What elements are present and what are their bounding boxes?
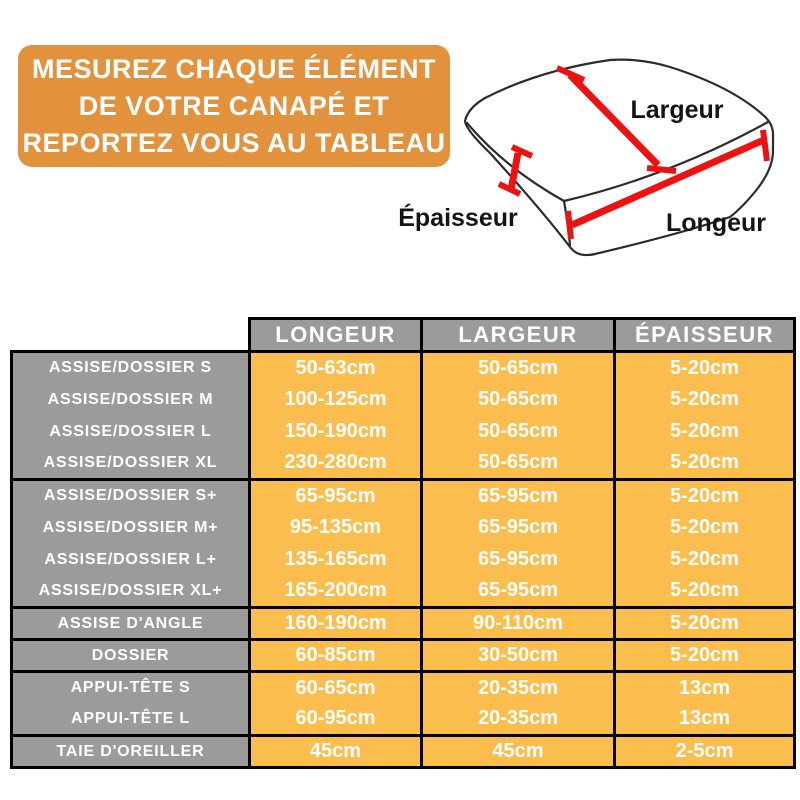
- table-row: [12, 352, 795, 384]
- row-label: ASSISE/DOSSIER L+: [12, 544, 250, 576]
- cell-largeur: 20-35cm: [422, 704, 615, 736]
- cell-epaisseur: 5-20cm: [615, 640, 795, 672]
- cell-epaisseur: 5-20cm: [615, 608, 795, 640]
- cell-largeur: 65-95cm: [422, 576, 615, 608]
- table-row: [12, 416, 795, 448]
- table-row: [12, 608, 795, 640]
- size-table: [10, 317, 796, 769]
- epaisseur-measure: [499, 147, 532, 194]
- cell-epaisseur: 5-20cm: [615, 576, 795, 608]
- table-row: [12, 576, 795, 608]
- cell-epaisseur: 13cm: [615, 672, 795, 704]
- cushion-diagram-svg: [390, 18, 800, 264]
- cell-epaisseur: 2-5cm: [615, 736, 795, 768]
- largeur-label: Largeur: [630, 96, 724, 124]
- cell-epaisseur: 13cm: [615, 704, 795, 736]
- table-corner-spacer: [12, 319, 250, 352]
- cell-epaisseur: 5-20cm: [615, 416, 795, 448]
- row-label: ASSISE/DOSSIER L: [12, 416, 250, 448]
- cell-longeur: 230-280cm: [250, 448, 422, 480]
- cell-longeur: 45cm: [250, 736, 422, 768]
- cell-largeur: 50-65cm: [422, 384, 615, 416]
- cell-longeur: 60-65cm: [250, 672, 422, 704]
- cushion-top-edge-right: [564, 122, 768, 201]
- cell-epaisseur: 5-20cm: [615, 544, 795, 576]
- cell-longeur: 165-200cm: [250, 576, 422, 608]
- cell-longeur: 150-190cm: [250, 416, 422, 448]
- cell-epaisseur: 5-20cm: [615, 480, 795, 512]
- longeur-measure-cap-right: [763, 130, 767, 161]
- row-label: TAIE D'OREILLER: [12, 736, 250, 768]
- cell-longeur: 50-63cm: [250, 352, 422, 384]
- row-label: ASSISE/DOSSIER XL: [12, 448, 250, 480]
- instruction-banner: [18, 45, 450, 167]
- row-label: DOSSIER: [12, 640, 250, 672]
- cell-epaisseur: 5-20cm: [615, 352, 795, 384]
- table-row: [12, 672, 795, 704]
- col-header-longeur: LONGEUR: [250, 319, 422, 352]
- table-row: [12, 704, 795, 736]
- table-row: [12, 512, 795, 544]
- cell-largeur: 30-50cm: [422, 640, 615, 672]
- row-label: ASSISE D'ANGLE: [12, 608, 250, 640]
- table-row: [12, 384, 795, 416]
- row-label: ASSISE/DOSSIER XL+: [12, 576, 250, 608]
- row-label: ASSISE/DOSSIER S: [12, 352, 250, 384]
- banner-line-3: REPORTEZ VOUS AU TABLEAU: [22, 127, 446, 158]
- cell-largeur: 90-110cm: [422, 608, 615, 640]
- row-label: APPUI-TÊTE S: [12, 672, 250, 704]
- cell-longeur: 60-95cm: [250, 704, 422, 736]
- table-row: [12, 480, 795, 512]
- cell-longeur: 100-125cm: [250, 384, 422, 416]
- cell-epaisseur: 5-20cm: [615, 512, 795, 544]
- cell-largeur: 20-35cm: [422, 672, 615, 704]
- cell-longeur: 135-165cm: [250, 544, 422, 576]
- table-row: [12, 448, 795, 480]
- cell-longeur: 95-135cm: [250, 512, 422, 544]
- row-label: ASSISE/DOSSIER M+: [12, 512, 250, 544]
- cell-largeur: 50-65cm: [422, 448, 615, 480]
- cell-largeur: 50-65cm: [422, 416, 615, 448]
- cell-longeur: 160-190cm: [250, 608, 422, 640]
- longeur-measure-cap-left: [568, 211, 571, 239]
- row-label: APPUI-TÊTE L: [12, 704, 250, 736]
- cell-longeur: 65-95cm: [250, 480, 422, 512]
- banner-line-1: MESUREZ CHAQUE ÉLÉMENT: [31, 53, 437, 84]
- table-row: [12, 640, 795, 672]
- table-row: [12, 736, 795, 768]
- col-header-epaisseur: ÉPAISSEUR: [615, 319, 795, 352]
- cell-largeur: 65-95cm: [422, 544, 615, 576]
- largeur-measure-cap-bottom: [647, 168, 676, 171]
- cushion-diagram: [390, 18, 800, 264]
- cell-largeur: 50-65cm: [422, 352, 615, 384]
- epaisseur-label: Épaisseur: [398, 204, 518, 232]
- row-label: ASSISE/DOSSIER S+: [12, 480, 250, 512]
- cell-epaisseur: 5-20cm: [615, 448, 795, 480]
- cell-longeur: 60-85cm: [250, 640, 422, 672]
- table-row: [12, 544, 795, 576]
- row-label: ASSISE/DOSSIER M: [12, 384, 250, 416]
- header-row: [12, 319, 795, 352]
- cell-epaisseur: 5-20cm: [615, 384, 795, 416]
- longeur-label: Longeur: [666, 209, 766, 237]
- cell-largeur: 65-95cm: [422, 512, 615, 544]
- banner-line-2: DE VOTRE CANAPÉ ET: [78, 90, 390, 121]
- cell-largeur: 65-95cm: [422, 480, 615, 512]
- col-header-largeur: LARGEUR: [422, 319, 615, 352]
- cell-largeur: 45cm: [422, 736, 615, 768]
